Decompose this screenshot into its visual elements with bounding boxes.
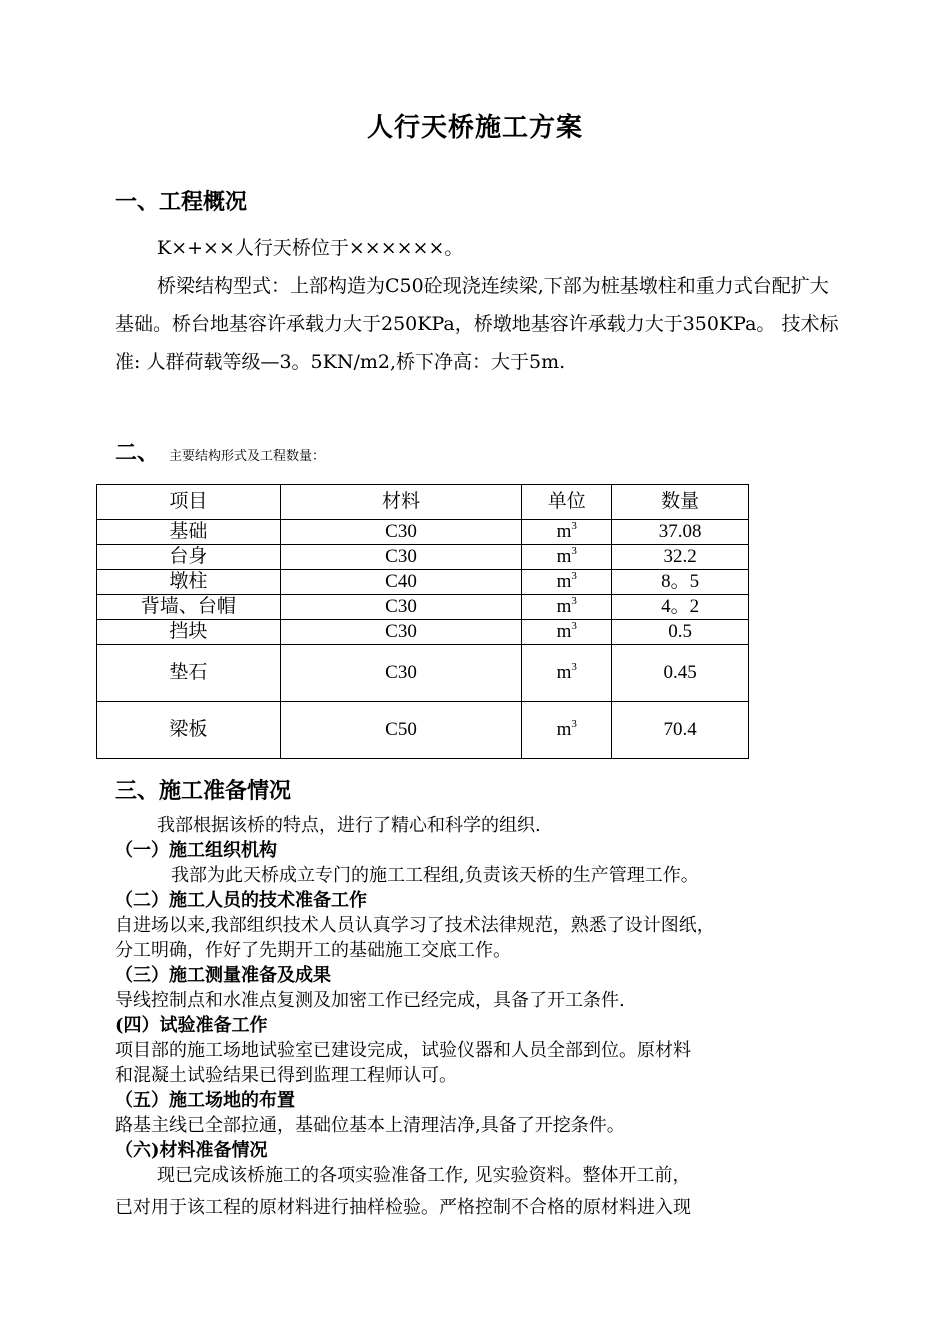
table-cell-qty: 4。2 [612,595,749,620]
table-cell-material: C30 [280,545,522,570]
table-cell-item: 台身 [97,545,281,570]
table-row [97,702,749,759]
table-cell-unit: $m^3$ [522,545,612,570]
table-header-cell: 项目 [97,485,281,520]
table-header-cell: 数量 [612,485,749,520]
sub3-text: 导线控制点和水准点复测及加密工作已经完成，具备了开工条件. [115,990,625,1011]
sub3-title: （三）施工测量准备及成果 [115,965,331,986]
section1-para1: K×+××人行天桥位于××××××。 [157,237,464,259]
sub5-text: 路基主线已全部拉通，基础位基本上清理洁净,具备了开挖条件。 [115,1115,625,1136]
table-row [97,595,749,620]
section2-subtitle: 主要结构形式及工程数量： [169,448,326,464]
sub6-title: （六)材料准备情况 [115,1140,268,1161]
table-row [97,570,749,595]
table-cell-item: 梁板 [97,702,281,759]
section3-body [115,813,855,1228]
section2-heading [115,436,325,467]
table-cell-item: 垫石 [97,645,281,702]
table-cell-item: 基础 [97,520,281,545]
table-cell-material: C40 [280,570,522,595]
table-cell-material: C30 [280,520,522,545]
table-cell-item: 挡块 [97,620,281,645]
table-cell-unit: $m^3$ [522,520,612,545]
table-cell-material: C30 [280,595,522,620]
document-title: 人行天桥施工方案 [366,113,583,143]
table-row [97,545,749,570]
table-cell-qty: 32.2 [612,545,749,570]
table-cell-unit: $m^3$ [522,570,612,595]
table-cell-qty: 0.45 [612,645,749,702]
section1-heading: 一、工程概况 [115,189,248,215]
table-row [97,620,749,645]
sub4-text-line2: 和混凝土试验结果已得到监理工程师认可。 [115,1065,457,1086]
sub4-text-line1: 项目部的施工场地试验室已建设完成，试验仪器和人员全部到位。原材料 [115,1040,691,1061]
table-cell-unit: $m^3$ [522,702,612,759]
table-header-row [97,485,749,520]
table-cell-item: 墩柱 [97,570,281,595]
quantity-table [96,484,749,759]
sub2-title: （二）施工人员的技术准备工作 [115,890,367,911]
table-cell-material: C30 [280,645,522,702]
table-cell-unit: $m^3$ [522,645,612,702]
table-header-cell: 单位 [522,485,612,520]
section3-heading: 三、施工准备情况 [115,778,292,804]
table-row [97,645,749,702]
section1-para2: 桥梁结构型式：上部构造为C50砼现浇连续梁,下部为桩基墩柱和重力式台配扩大基础。桥台地基容许承载力大于250KPa，桥墩地基容许承载力大于350KPa。 技术标准: 人群荷载等级—3。5KN/m2,桥下净高：大于5m. [115,275,839,373]
sub5-title: （五）施工场地的布置 [115,1090,295,1111]
sub6-text-line2: 已对用于该工程的原材料进行抽样检验。严格控制不合格的原材料进入现 [115,1197,691,1218]
table-cell-qty: 0.5 [612,620,749,645]
table-cell-material: C30 [280,620,522,645]
section3-intro: 我部根据该桥的特点，进行了精心和科学的组织. [157,815,541,836]
table-cell-qty: 8。5 [612,570,749,595]
table-cell-item: 背墙、台帽 [97,595,281,620]
table-cell-qty: 70.4 [612,702,749,759]
section2-number: 二、 [115,440,160,466]
table-cell-qty: 37.08 [612,520,749,545]
table-cell-unit: $m^3$ [522,620,612,645]
table-row [97,520,749,545]
table-cell-material: C50 [280,702,522,759]
sub2-text-line2: 分工明确，作好了先期开工的基础施工交底工作。 [115,940,511,961]
sub6-text-line1: 现已完成该桥施工的各项实验准备工作, 见实验资料。整体开工前， [157,1165,691,1186]
sub1-text: 我部为此天桥成立专门的施工工程组,负责该天桥的生产管理工作。 [171,865,699,886]
table-cell-unit: $m^3$ [522,595,612,620]
table-header-cell: 材料 [280,485,522,520]
sub2-text-line1: 自进场以来,我部组织技术人员认真学习了技术法律规范，熟悉了设计图纸， [115,915,715,936]
sub4-title: (四）试验准备工作 [115,1015,268,1036]
sub1-title: （一）施工组织机构 [115,840,277,861]
